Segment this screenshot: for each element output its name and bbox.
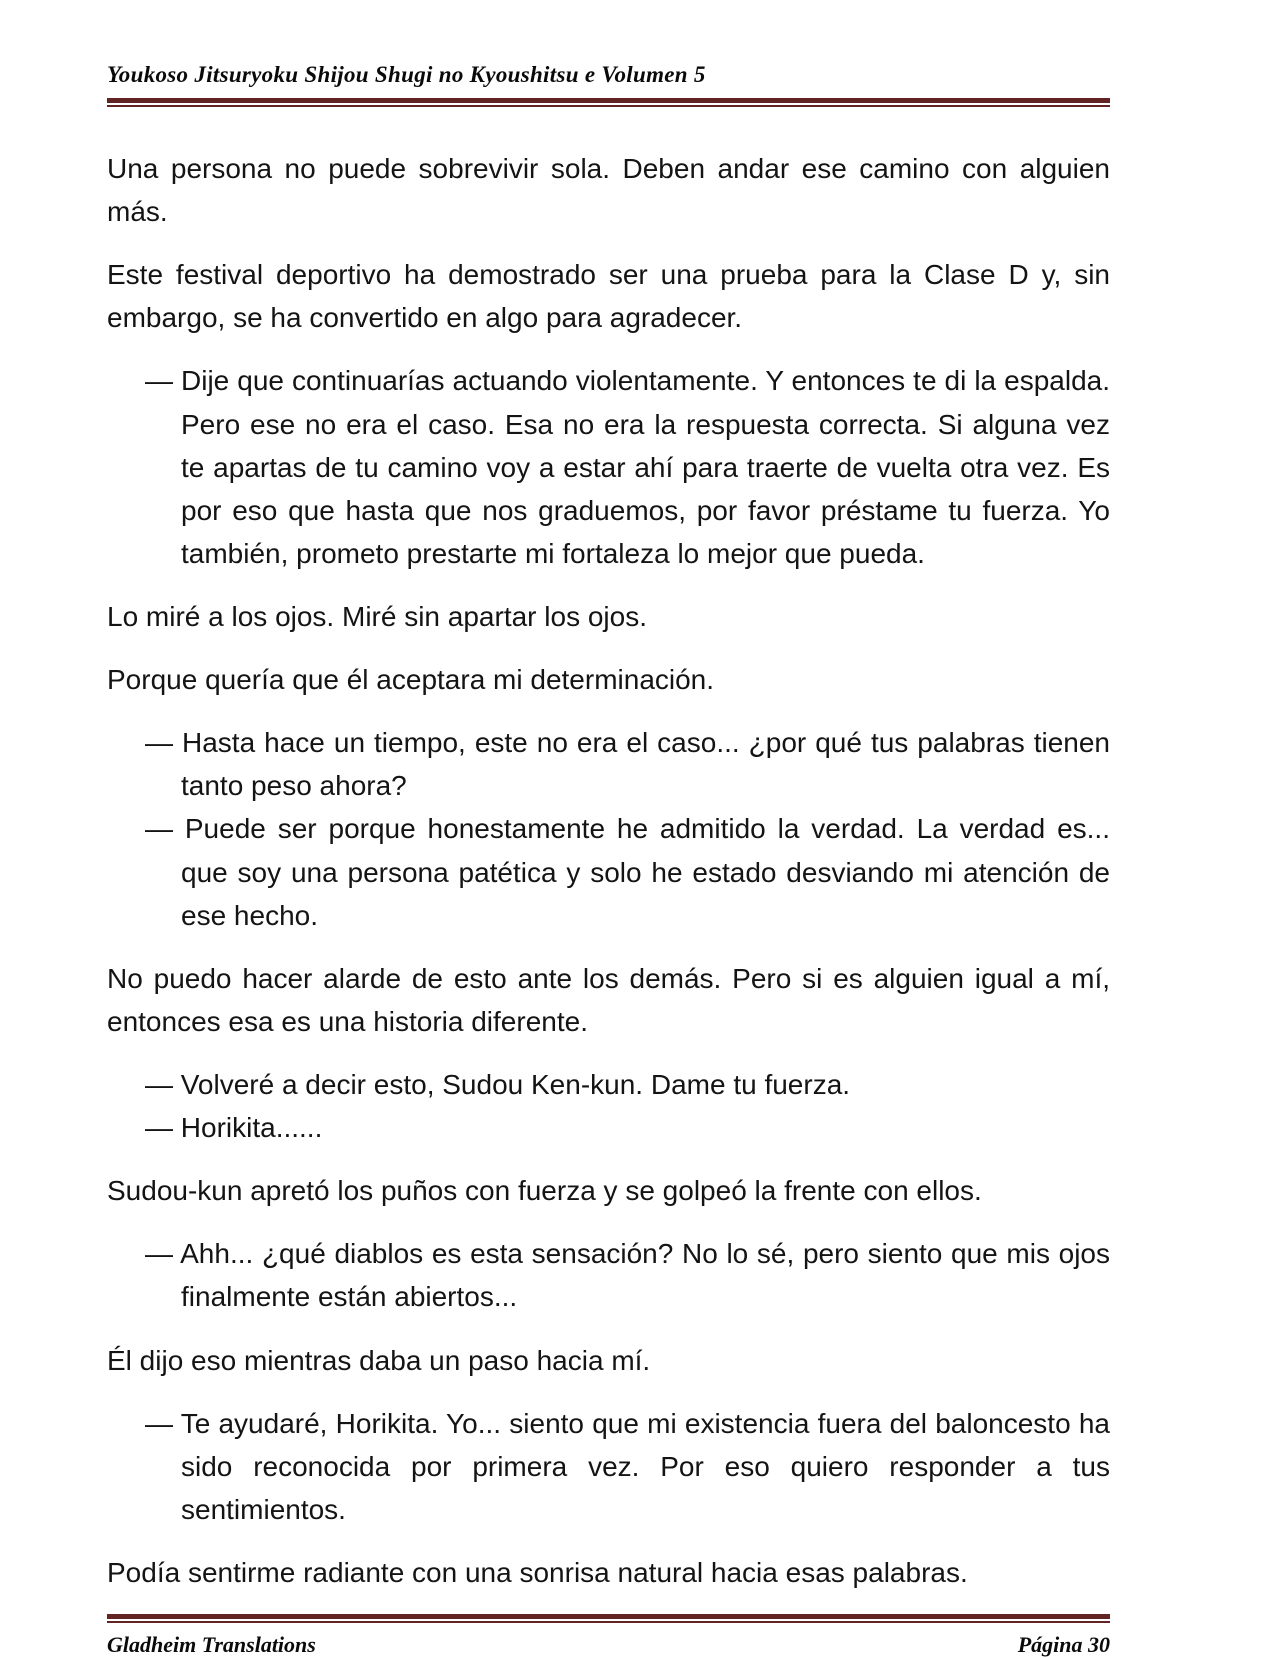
paragraph: Sudou-kun apretó los puños con fuerza y se golpeó la frente con ellos.: [107, 1175, 982, 1207]
dialogue-paragraph: — Ahh... ¿qué diablos es esta sensación? No lo sé, pero siento que mis ojos finalmente están abiertos...: [145, 1238, 1110, 1313]
footer-row: [107, 1632, 1110, 1658]
document-body: [107, 147, 1110, 1614]
dialogue-paragraph: — Dije que continuarías actuando violentamente. Y entonces te di la espalda. Pero ese no era el caso. Esa no era la respuesta correcta. Si alguna vez te apartas de tu camino voy a estar ahí para traerte de vuelta otra vez. Es por eso que hasta que nos graduemos, por favor préstame tu fuerza. Yo también, prometo prestarte mi fortaleza lo mejor que pueda.: [145, 365, 1110, 569]
paragraph: Lo miré a los ojos. Miré sin apartar los ojos.: [107, 600, 647, 632]
dialogue-paragraph: — Te ayudaré, Horikita. Yo... siento que mi existencia fuera del baloncesto ha sido reconocida por primera vez. Por eso quiero responder a tus sentimientos.: [145, 1407, 1110, 1525]
paragraph: Una persona no puede sobrevivir sola. Deben andar ese camino con alguien más.: [107, 153, 1110, 228]
dialogue-paragraph: — Hasta hace un tiempo, este no era el caso... ¿por qué tus palabras tienen tanto peso ahora?: [145, 727, 1110, 802]
header-rule: [107, 98, 1110, 107]
paragraph: Porque quería que él aceptara mi determinación.: [107, 664, 715, 696]
paragraph: Él dijo eso mientras daba un paso hacia mí.: [107, 1344, 651, 1376]
paragraph: Este festival deportivo ha demostrado ser una prueba para la Clase D y, sin embargo, se ha convertido en algo para agradecer.: [107, 259, 1110, 334]
paragraph: No puedo hacer alarde de esto ante los demás. Pero si es alguien igual a mí, entonces esa es una historia diferente.: [107, 962, 1110, 1037]
header-title: Youkoso Jitsuryoku Shijou Shugi no Kyoushitsu e Volumen 5: [107, 62, 706, 87]
page-header: [107, 62, 1110, 107]
page-footer: [107, 1614, 1110, 1658]
footer-rule: [107, 1614, 1110, 1623]
dialogue-paragraph: — Volveré a decir esto, Sudou Ken-kun. Dame tu fuerza.: [145, 1068, 851, 1100]
dialogue-paragraph: — Horikita......: [145, 1112, 323, 1144]
paragraph: Podía sentirme radiante con una sonrisa natural hacia esas palabras.: [107, 1556, 968, 1588]
footer-translator-credit: Gladheim Translations: [107, 1632, 316, 1658]
footer-page-number: Página 30: [1017, 1632, 1110, 1658]
dialogue-paragraph: — Puede ser porque honestamente he admitido la verdad. La verdad es... que soy una persona patética y solo he estado desviando mi atención de ese hecho.: [145, 813, 1110, 931]
